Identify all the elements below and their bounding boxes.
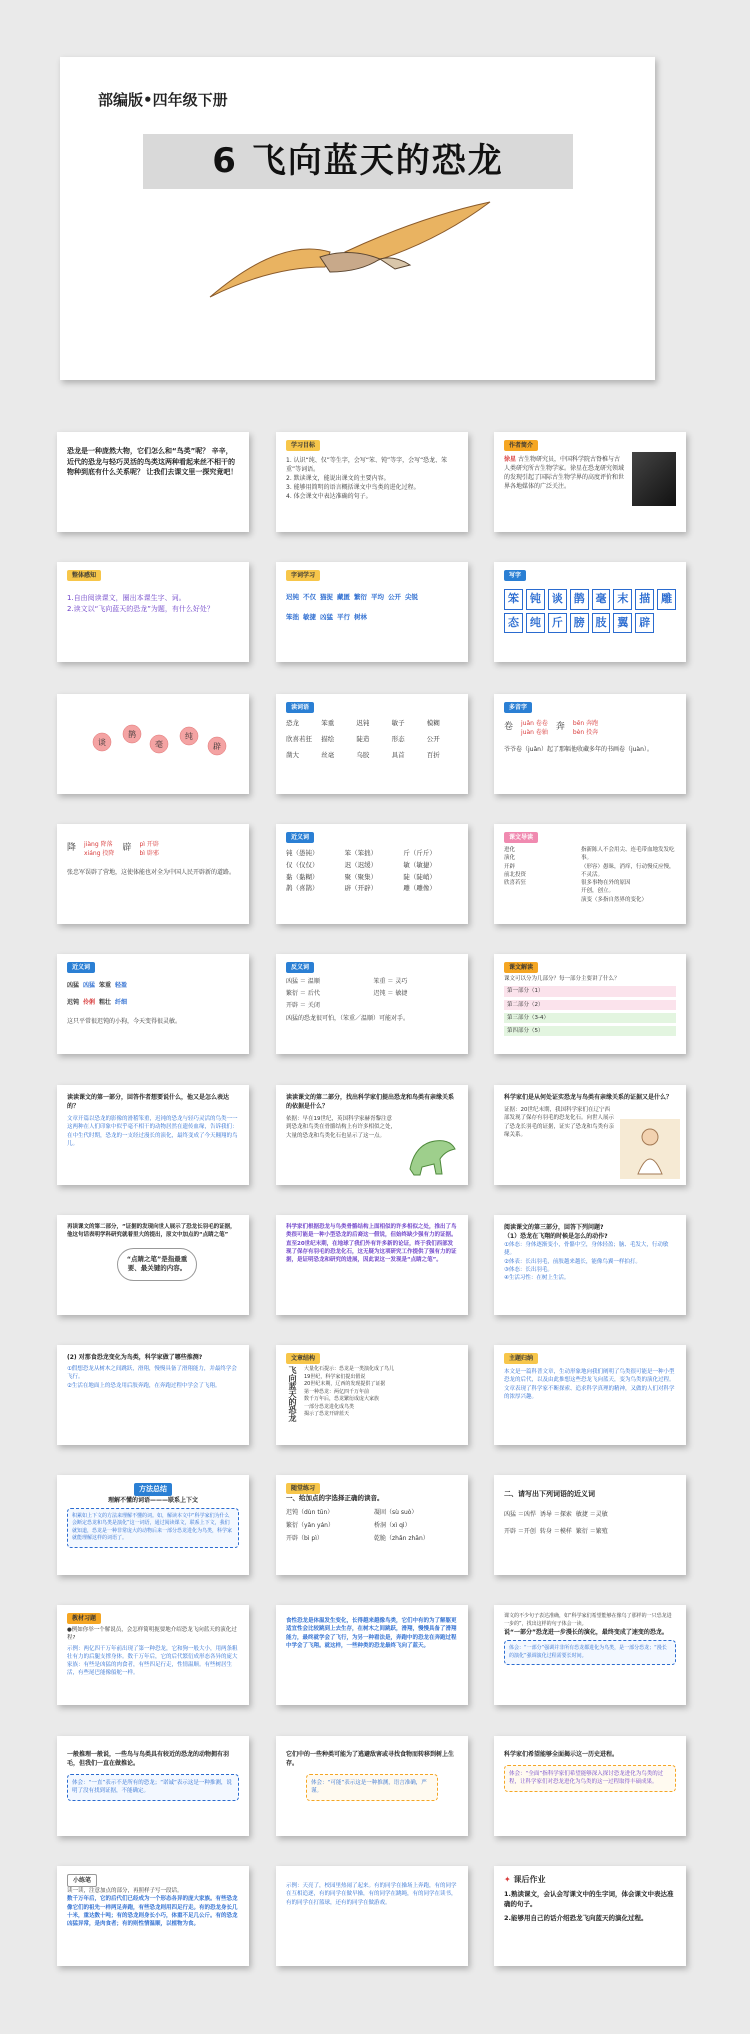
reading: bēn 奔跑 [572,720,599,727]
slide-write-chars[interactable] [494,562,686,662]
section-tag: 读词语 [286,702,314,713]
section-tag: 教材习题 [67,1613,101,1624]
slide-vocab[interactable] [276,562,468,662]
exercise-item[interactable]: 迟钝（dùn tūn） [286,1508,334,1516]
word-group: 陡（陡峭） [403,872,436,881]
poly-char: 卷 [504,722,514,733]
word-group: 钝（愚钝） [286,849,319,857]
practice-intro: 读一读，注意加点的部分，再照样子写一段话。 [67,1888,183,1894]
slide-intro[interactable] [57,432,249,532]
section-tag: 课文导读 [504,832,538,843]
char-box: 肢 [592,613,611,634]
flower-char: 谈 [98,738,106,747]
vocab-word: 平行 [337,612,350,621]
section-tag: 字词学习 [286,570,320,581]
method-text: 积累如上下文的方法来理解不懂的词。如，解读本文中“科学家们为什么会断定恐龙和鸟类是演化”这一词语，通过阅读课文，联系上下文，我们就知道，恐龙是一种非常庞大的动物后来一部分恐龙进化为鸟类，科学家就能理解这样的词语了。 [67,1508,239,1548]
dinosaur-icon [400,1129,460,1179]
goal-item: 1. 认识“纯、仅”等生字，会写“笨、钝”等字，会写“恐龙、笨重”等词语。 [286,457,448,473]
structure-branch: 大量化石提示：恐龙是一类演化成了鸟儿 [304,1366,395,1372]
read-word: 模糊 [426,719,440,727]
match-right[interactable]: 指新陈人不会用尖、连毛带血地发发吃事。 [581,847,675,862]
slide-word-matching[interactable] [494,824,686,924]
antonym-pair: 迟钝 ＝ 敏捷 [373,990,408,997]
poly-char: 奔 [555,722,565,733]
antonym-pair: 繁衍 ＝ 后代 [286,990,320,997]
author-photo [632,452,676,506]
vocab-word: 笨拙 [286,612,299,621]
section-tag: 多音字 [504,702,532,713]
example-text: 示例：天亮了，校园里热闹了起来。有的同学在操场上奔跑，有的同学在互相追逐，有的同学在做早操，有的同学在跳绳，有的同学在读书，有的同学在打篮球，还有的同学在做游戏。 [286,1883,457,1906]
slide-antonyms[interactable] [276,954,468,1054]
pair-word: 迟钝 [67,999,80,1006]
exercise-question: ●例如你举一个解说员，会怎样简明扼要地介绍恐龙飞向蓝天的演化过程? [67,1627,237,1642]
part-label: 第四部分（5） [504,1026,676,1036]
task-item: 1.自由阅读课文，圈出本课生字、词。 [67,594,186,602]
word-group: 雕（雕像） [403,884,436,893]
read-word: 乌胶 [356,750,370,759]
guide-question: 课文可以分为几部分？每一部分主要讲了什么？ [504,976,620,982]
word-group: 笨（笨拙） [344,849,378,857]
vocab-word: 尖锐 [405,593,418,601]
slide-structure[interactable] [276,1345,468,1445]
slide-part2-basis[interactable] [276,1085,468,1185]
structure-center: 飞向蓝天的恐龙 [288,1366,297,1422]
question: 一般推理一般说，一些鸟与鸟类具有较近的恐龙的动物拥有羽毛，但我们一直在做推论。 [67,1751,230,1767]
section-tag: 学习目标 [286,440,320,451]
slide-flowers[interactable] [57,694,249,794]
char-box: 辟 [635,613,654,634]
section-tag: 课文解读 [504,962,538,973]
part-label: 第一部分（1） [504,986,676,996]
section-tag: 写字 [504,570,526,581]
question: 再读课文的第二部分，“证据的发现向世人展示了恐龙长羽毛的证据，他这句话表明学科研究就着里大的提出，原文中加点的“点睛之笔” [67,1224,236,1239]
slide-insight-2[interactable] [276,1736,468,1836]
structure-branch: 19世纪，科学家们提出假说 [304,1373,366,1380]
task-item: 2.读文以“飞向蓝天的恐龙”为题，有什么好处？ [67,604,214,613]
char-box: 雕 [657,589,676,610]
word-group: 斤（斤斤） [403,849,436,857]
cover-edition: 部编版•四年级下册 [98,91,228,109]
read-word: 凿大 [286,750,299,759]
word-group: 辟（开辟） [344,884,378,893]
example-sentence: 这只平常很迟钝的小狗，今天变得很灵敏。 [67,1018,182,1025]
question: (2) 对那食恐龙变化为鸟类，科学家做了哪些推测? [67,1354,203,1361]
slide-part1[interactable] [57,1085,249,1185]
insight-note: 体会：“一部分”强调并非所有恐龙都进化为鸟类，是一部分恐龙；“漫长的演化”强调演化过程需要长时间。 [504,1640,676,1665]
reading: juàn 卷轴 [521,729,548,736]
slide-overall[interactable] [57,562,249,662]
read-word: 描绘 [321,734,335,743]
flower-chars [57,694,249,794]
section-tag: 近义词 [67,962,95,973]
exercise-item[interactable]: 开辟（bì pì） [286,1534,323,1542]
match-left[interactable]: 开辟 [504,863,516,870]
exercise-title: 一、给加点的字选择正确的读音。 [286,1494,384,1502]
pair-word: 纤细 [115,999,128,1006]
vocab-word: 猫捉 [320,593,333,601]
read-word: 丝毫 [321,750,335,759]
char-box: 翼 [613,613,632,634]
author-name: 徐星 [504,456,517,463]
slide-precise-language[interactable] [494,1605,686,1705]
structure-branch: 一部分恐龙进化成鸟类 [304,1403,355,1410]
section-tag: 作者简介 [504,440,538,451]
answer-item: ①体态：身体逐渐变小，骨骼中空，身体轻盈；脑、毛发大，行动敏捷。 [504,1242,669,1257]
insight-note: 体会：“可能”表示这是一种推测，语言准确，严谨。 [306,1774,438,1801]
exercise-item[interactable]: 繁衍（yǎn yán） [286,1521,334,1529]
answer: 依据：早在19世纪，英国科学家赫胥黎注意到恐龙和鸟类在骨骼结构上有许多相似之处，大量的恐龙和鸟类化石也显示了这一点。 [286,1116,397,1139]
read-word: 具首 [391,750,405,759]
exercise-item[interactable]: 繁衍 ＝繁殖 [575,1527,608,1535]
cover-slide[interactable] [60,57,655,380]
part-label: 第二部分（2） [504,1000,676,1010]
poly-char: 辟 [122,843,132,854]
slide-homework[interactable] [494,1866,686,1966]
flower-char: 毫 [155,740,163,749]
vocab-word: 平均 [371,593,384,601]
section-tag: 文章结构 [286,1353,320,1364]
slide-text-guide[interactable] [494,954,686,1054]
slide-insight-3[interactable] [494,1736,686,1836]
vocab-word: 迟钝 [286,593,299,601]
example-sentence: 张忠军误辟了营地，这使体能也对全为中国人民开辟新的道路。 [67,869,236,876]
answer-item: ②生活在地面上的恐龙用后肢奔跑，在奔跑过程中学会了飞翔。 [67,1382,221,1389]
read-word: 欣喜若狂 [286,734,312,743]
example-sentence: 爷爷卷（juǎn）起了那幅他收藏多年的书画卷（juàn）。 [504,746,653,753]
char-box: 谈 [548,589,567,610]
read-word: 公开 [426,734,440,743]
flower-char: 鹊 [128,730,136,739]
slide-part3[interactable] [494,1215,686,1315]
exercise-item[interactable]: 敏捷 ＝灵敏 [575,1510,608,1518]
question: 读读课文的第二部分，找出科学家们提出恐龙和鸟类有亲缘关系的依据是什么？ [286,1094,455,1110]
answer: 说“一部分”恐龙进一步漫长的演化，最终变成了速变的恐龙。 [504,1629,668,1636]
homework-item: 1.熟读课文，会认会写课文中的生字词，体会课文中表达准确的句子。 [504,1890,674,1908]
slide-continued[interactable] [276,1605,468,1705]
answer-item: ④生活习性：在树上生活。 [504,1275,570,1281]
intro-text: 恐龙是一种庞然大物，它们怎么和“鸟类”呢？ 辛辛，近代的恐龙与轻巧灵活的鸟类这两种看起来丝不相干的物种到底有什么关系呢？ 让我们去课文里一探究竟吧！ [67,447,238,476]
slide-near-antonyms[interactable] [57,954,249,1054]
word-group: 聚（聚集） [344,872,378,881]
part-label: 第三部分（3-4） [504,1013,676,1023]
poly-char: 降 [67,843,77,854]
read-word: 敏子 [391,719,405,727]
cover-title: 6 飞向蓝天的恐龙 [212,141,504,181]
question: 它们中的一些种类可能为了逃避敌害或寻找食物而转移到树上生存。 [286,1751,455,1767]
vocab-word: 敏捷 [303,612,316,621]
continued-text: 食性恐龙是体温发生变化，长得越来越像鸟类，它们中有的为了解躯更适宜性会比较跳到上去生存，在树木之间跳跃，滑翔，慢慢具备了滑翔能力，最终就学会了飞行，为另一种看法是，奔跑中的恐龙在奔跑过程中学会了飞翔。就这样，一些种类的恐龙最终飞向了蓝天。 [286,1618,457,1649]
structure-branch: 数千万年后，恐龙繁衍成庞大家族 [304,1396,380,1402]
antonym-pair: 凶猛 ＝ 温顺 [286,978,320,985]
question: 读读课文的第一部分，回答作者想要说什么，他又是怎么表达的？ [67,1094,230,1110]
read-word: 百折 [426,750,440,759]
slide-learning-goals[interactable] [276,432,468,532]
char-box: 纯 [526,613,545,634]
author-bio: 古生物研究员，中国科学院古脊椎与古人类研究所古生物学家。徐星在恐龙研究领域的发现引起了国际古生物学界的高度评价和世界各地媒体的广泛关注。 [504,456,625,490]
slide-explanation[interactable] [276,1215,468,1315]
theme-text: 本文是一篇科普文章，生动形象地向我们阐明了鸟类很可能是一种小型恐龙的后代，以及由此推想这些恐龙飞向蓝天，变为鸟类的演化过程。文章表现了科学家不断探索、追求科学真理的精神，又做的人们对科学的浓厚兴趣。 [504,1369,675,1400]
section-tag: 主题归纳 [504,1353,538,1364]
read-word: 迟钝 [356,719,370,727]
match-right[interactable]: 开创，创立。 [581,888,615,895]
slide-author[interactable] [494,432,686,532]
reading: juǎn 卷卷 [521,720,548,727]
read-word: 形态 [391,734,405,743]
sub-question: （1）恐龙在飞翔的时候是怎么的动作? [504,1233,608,1240]
slide-synonym-groups[interactable] [276,824,468,924]
slide-method[interactable] [57,1475,249,1575]
example-sentence: 凶猛的恐龙很可怕，（笨重／温顺）可能对手。 [286,1015,410,1022]
slide-polyphone-jiang[interactable] [57,824,249,924]
read-word: 恐龙 [286,719,299,727]
char-box: 笨 [504,589,523,610]
slide-textbook-exercise[interactable] [57,1605,249,1705]
pair-word: 轻盈 [115,982,128,989]
answer: 证据：20世纪末期，我国科学家们在辽宁西部发现了保存有羽毛的恐龙化石。向世人展示了恐龙长羽毛的证据，证实了恐龙和鸟类有亲缘关系。 [504,1107,615,1138]
match-right[interactable]: （形容）愚昧，消痒，行动慢反应慢，不灵活。 [581,863,675,878]
structure-branch: 20世纪末期，辽西的发现提供了证据 [304,1381,386,1387]
pair-word: 笨重 [99,982,112,989]
question: 课文的不少句子表达准确，如“科学家们希望能够在像鸟了那样的一只恐龙进一步的”，找出这样的句子体会一读。 [504,1613,672,1627]
method-title: 方法总结 [134,1483,172,1496]
char-box: 钝 [526,589,545,610]
vocab-word: 树林 [354,612,367,621]
pair-word: 伶俐 [83,999,96,1006]
section-tag: 整体感知 [67,570,101,581]
structure-branch: 第一种恐龙：两亿四千万年前 [304,1388,370,1395]
match-left[interactable]: 进化 [504,847,516,853]
question: 科学家们是从何处证实恐龙与鸟类有亲缘关系的证据又是什么？ [504,1094,673,1101]
exercise-item[interactable]: 桥洞（xì qì） [374,1521,411,1529]
thought-bubble: “点睛之笔”是指最重要、最关键的内容。 [117,1248,197,1282]
section-tag: 近义词 [286,832,314,843]
char-box: 斤 [548,613,567,634]
exercise-item[interactable]: 开辟 ＝开创 [504,1527,536,1535]
insight-note: 体会：“全面”指科学家们希望能够深入探讨恐龙进化为鸟类的过程，让科学家们对恐龙进化为鸟类的这一过程取得丰硕成果。 [504,1765,676,1792]
scientist-illustration [620,1119,680,1179]
word-group: 敏（敏捷） [403,860,436,869]
answer-item: ①假想恐龙从树木之间跳跃，滑翔，慢慢具备了滑翔能力，并最终学会飞行。 [67,1366,237,1381]
section-tag: 反义词 [286,962,314,973]
section-tag: 随堂练习 [286,1483,320,1494]
insight-note: 体会：“一直”表示不是所有的恐龙；“诺诚”表示这是一种推测，说明了没有找到证据，不能确定。 [67,1774,239,1801]
explanation-text: 科学家们根据恐龙与鸟类骨骼结构上面相似的许多相似之处，推出了鸟类很可能是一种小型恐龙的后裔这一假说，但始终缺少强有力的证据。直至20世纪末期，在地球了我们外有许多新的论证，终于我们西部发现了保存有羽毛的恐龙化石，这无疑为这项研究工作提供了强有力的证据，是证明恐龙和研究的进展，因此说这一发现是“点睛之笔”。 [286,1224,457,1263]
char-box: 描 [635,589,654,610]
structure-branch: 揭示了恐龙开辟蓝天 [304,1411,350,1417]
vocab-word: 凶猛 [320,612,333,621]
question: 科学家们希望能够全面揭示这一历史进程。 [504,1751,619,1758]
match-left[interactable]: 前北投资 [504,871,527,878]
homework-item: 2.能够用自己的话介绍恐龙飞向蓝天的演化过程。 [504,1913,648,1922]
word-group: 鹊（喜鹊） [286,884,319,893]
char-box: 态 [504,613,523,634]
method-subtitle: 理解不懂的词语———联系上下文 [107,1496,198,1504]
exercise-item[interactable]: 凶猛 ＝凶悍 [504,1510,536,1518]
slide-part2-evidence[interactable] [494,1085,686,1185]
pterosaur-illustration [180,197,500,317]
pair-word: 凶猛 [83,982,96,989]
reading: bì 辟邪 [139,850,159,857]
read-word: 笨重 [321,719,335,727]
char-box: 末 [613,589,632,610]
exercise-item[interactable]: 乾脆（zhǎn zhān） [374,1534,429,1542]
word-group: 仅（仅仅） [286,860,319,869]
vocab-word: 繁衍 [354,593,367,601]
reading: jiàng 降落 [84,841,113,848]
slide-theme[interactable] [494,1345,686,1445]
vocab-word: 藏匿 [337,593,350,601]
pair-word: 凶猛 [67,982,80,989]
answer-item: ③体态：长出羽毛。 [504,1266,553,1273]
char-box: 毫 [592,589,611,610]
match-right[interactable]: 很多事物在外的原因 [581,880,631,886]
slide-read-words[interactable] [276,694,468,794]
match-left[interactable]: 演化 [504,855,516,862]
read-word: 陡造 [356,734,370,743]
match-right[interactable]: 演变（多指自然界的变化） [581,896,648,903]
homework-title: 课后作业 [513,1875,546,1884]
slide-writing-example[interactable] [276,1866,468,1966]
slide-writing-practice[interactable] [57,1866,249,1966]
flower-char: 辟 [213,742,221,751]
reading: pì 开辟 [139,841,159,848]
vocab-word: 公开 [388,593,401,601]
char-box: 膀 [570,613,589,634]
goal-item: 3. 能够用简明的语言概括课文中鸟类的进化过程。 [286,484,420,491]
slide-exercise1[interactable] [276,1475,468,1575]
answer-item: ②体表：长出羽毛，前肢越来越长，能像鸟翼一样拍打。 [504,1258,641,1265]
exercise-item[interactable]: 诱导 ＝探索 [539,1510,572,1518]
goal-item: 2. 默读课文，能说出课文的主要内容。 [286,475,390,482]
slide-finishing-touch[interactable] [57,1215,249,1315]
section-tag: 小练笔 [67,1874,97,1887]
slide-exercise2[interactable] [494,1475,686,1575]
antonym-pair: 开辟 ＝ 关闭 [286,1002,320,1009]
exercise-item[interactable]: 转身 ＝模样 [539,1527,572,1535]
vocab-word: 不仅 [303,593,316,601]
flower-char: 纯 [185,732,193,741]
star-icon: ✦ [504,1875,511,1884]
reading: bèn 投奔 [572,729,599,736]
reading: xiáng 投降 [84,850,115,857]
answer: 文章开篇以恐龙的影像的滑稽笨重，迟钝的恐龙与轻巧灵活的鸟类一一这两种在人们印象中似乎毫不相干的动物居然在遗传血缘，告诉我们：在中生代时期，恐龙的一支经过漫长的演化，最终变成了今天翱翔的鸟儿。 [67,1116,238,1147]
char-box: 鹊 [570,589,589,610]
practice-text: 数千万年后，它的后代们已经成为一个形态各异的庞大家族。有些恐龙像它们的祖先一样两足奔跑，有些恐龙则用四足行走。有的恐龙身长几十米，重达数十吨；有的恐龙则身长小巧，体重不足几公斤。有的恐龙凶猛异常，是肉食者；有的则性情温顺，以植物为食。 [67,1896,238,1927]
match-left[interactable]: 欣喜若狂 [504,880,527,886]
word-group: 黏（黏糊） [286,872,319,881]
pair-word: 粗壮 [99,999,112,1006]
exercise-answer: 示例：两亿四千万年前出现了第一种恐龙，它和狗一般大小，用两条粗壮有力的后腿支撑身体。数千万年后，它的后代繁衍成形态各异的庞大家族：有些是凶猛的肉食者，有些四足行走，性情温顺。有些树居生活，有些尾巴能像船舵一样。 [67,1645,238,1677]
slide-hypotheses[interactable] [57,1345,249,1445]
question: 阅读课文的第三部分，回答下列问题? [504,1224,604,1231]
exercise-title: 二、请写出下列词语的近义词 [504,1490,595,1498]
slide-polyphone-juan[interactable] [494,694,686,794]
slide-insight-1[interactable] [57,1736,249,1836]
goal-item: 4. 体会课文中表达准确的句子。 [286,493,372,500]
exercise-item[interactable]: 凝固（sù suò） [374,1508,418,1516]
word-group: 迟（迟缓） [344,860,378,869]
antonym-pair: 笨重 ＝ 灵巧 [373,978,408,985]
